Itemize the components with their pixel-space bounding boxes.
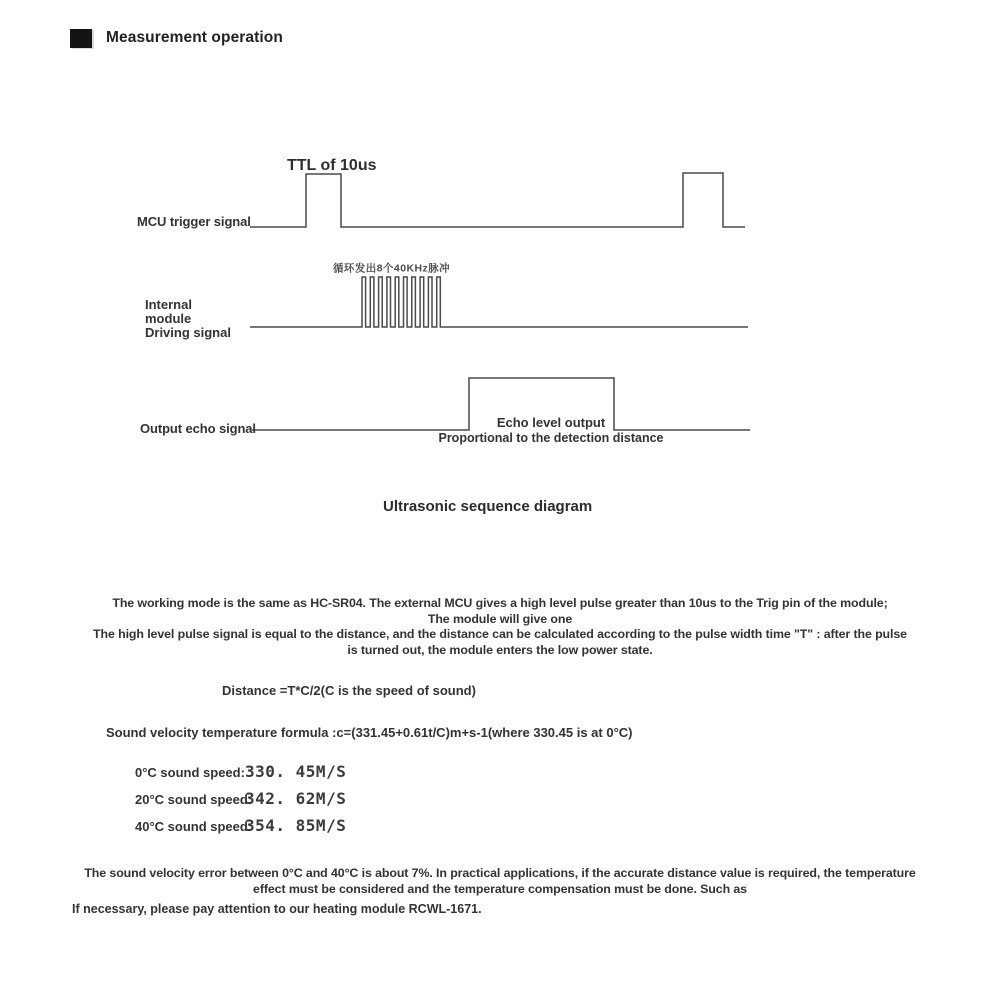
sound-speed-value-0c: 330. 45M/S: [245, 762, 347, 781]
sound-speed-label-20c: 20°C sound speed:: [135, 792, 253, 807]
heating-module-note: If necessary, please pay attention to our heating module RCWL-1671.: [72, 902, 482, 916]
sound-speed-value-40c: 354. 85M/S: [245, 816, 347, 835]
driving-signal-label: [145, 298, 231, 340]
sound-speed-value-20c: 342. 62M/S: [245, 789, 347, 808]
sound-speed-label-0c: 0°C sound speed:: [135, 765, 245, 780]
sound-speed-row-0c: [135, 762, 346, 781]
burst-annotation-chinese: 循环发出8个40KHz脉冲: [333, 262, 451, 275]
working-mode-paragraph: [60, 596, 940, 658]
velocity-temperature-formula: Sound velocity temperature formula :c=(331.45+0.61t/C)m+s-1(where 330.45 is at 0°C): [106, 725, 633, 740]
echo-annotation-line1: Echo level output: [496, 415, 606, 430]
echo-signal-label: Output echo signal: [140, 421, 256, 436]
sound-speed-label-40c: 40°C sound speed:: [135, 819, 253, 834]
sound-speed-row-20c: [135, 789, 346, 808]
working-mode-line1: The working mode is the same as HC-SR04. The external MCU gives a high level pulse greater than 10us to the Trig pin of the module;: [112, 596, 888, 610]
echo-annotation-line2: Proportional to the detection distance: [438, 430, 664, 445]
velocity-error-paragraph: [60, 866, 940, 897]
velocity-error-line2: effect must be considered and the temperature compensation must be done. Such as: [253, 881, 747, 896]
trigger-signal-label: MCU trigger signal: [137, 214, 251, 229]
section-title: Measurement operation: [106, 29, 283, 46]
driving-waveform: [250, 277, 748, 327]
velocity-error-line1: The sound velocity error between 0°C and 40°C is about 7%. In practical applications, if the accurate distance value is required, the temperature: [84, 866, 916, 880]
driving-signal-label-line2: module: [145, 311, 192, 326]
working-mode-line3: The high level pulse signal is equal to the distance, and the distance can be calculated according to the pulse width time "T" : after the pulse: [93, 627, 907, 641]
working-mode-line2: The module will give one: [427, 611, 573, 626]
ttl-pulse-annotation: TTL of 10us: [287, 157, 377, 174]
working-mode-line4: is turned out, the module enters the low power state.: [347, 642, 653, 657]
echo-annotation: [416, 416, 686, 445]
sound-speed-row-40c: [135, 816, 346, 835]
distance-formula: Distance =T*C/2(C is the speed of sound): [222, 683, 476, 698]
driving-signal-label-line3: Driving signal: [145, 325, 231, 340]
diagram-caption: Ultrasonic sequence diagram: [383, 498, 593, 515]
trigger-waveform: [250, 173, 745, 227]
driving-signal-label-line1: Internal: [145, 297, 192, 312]
